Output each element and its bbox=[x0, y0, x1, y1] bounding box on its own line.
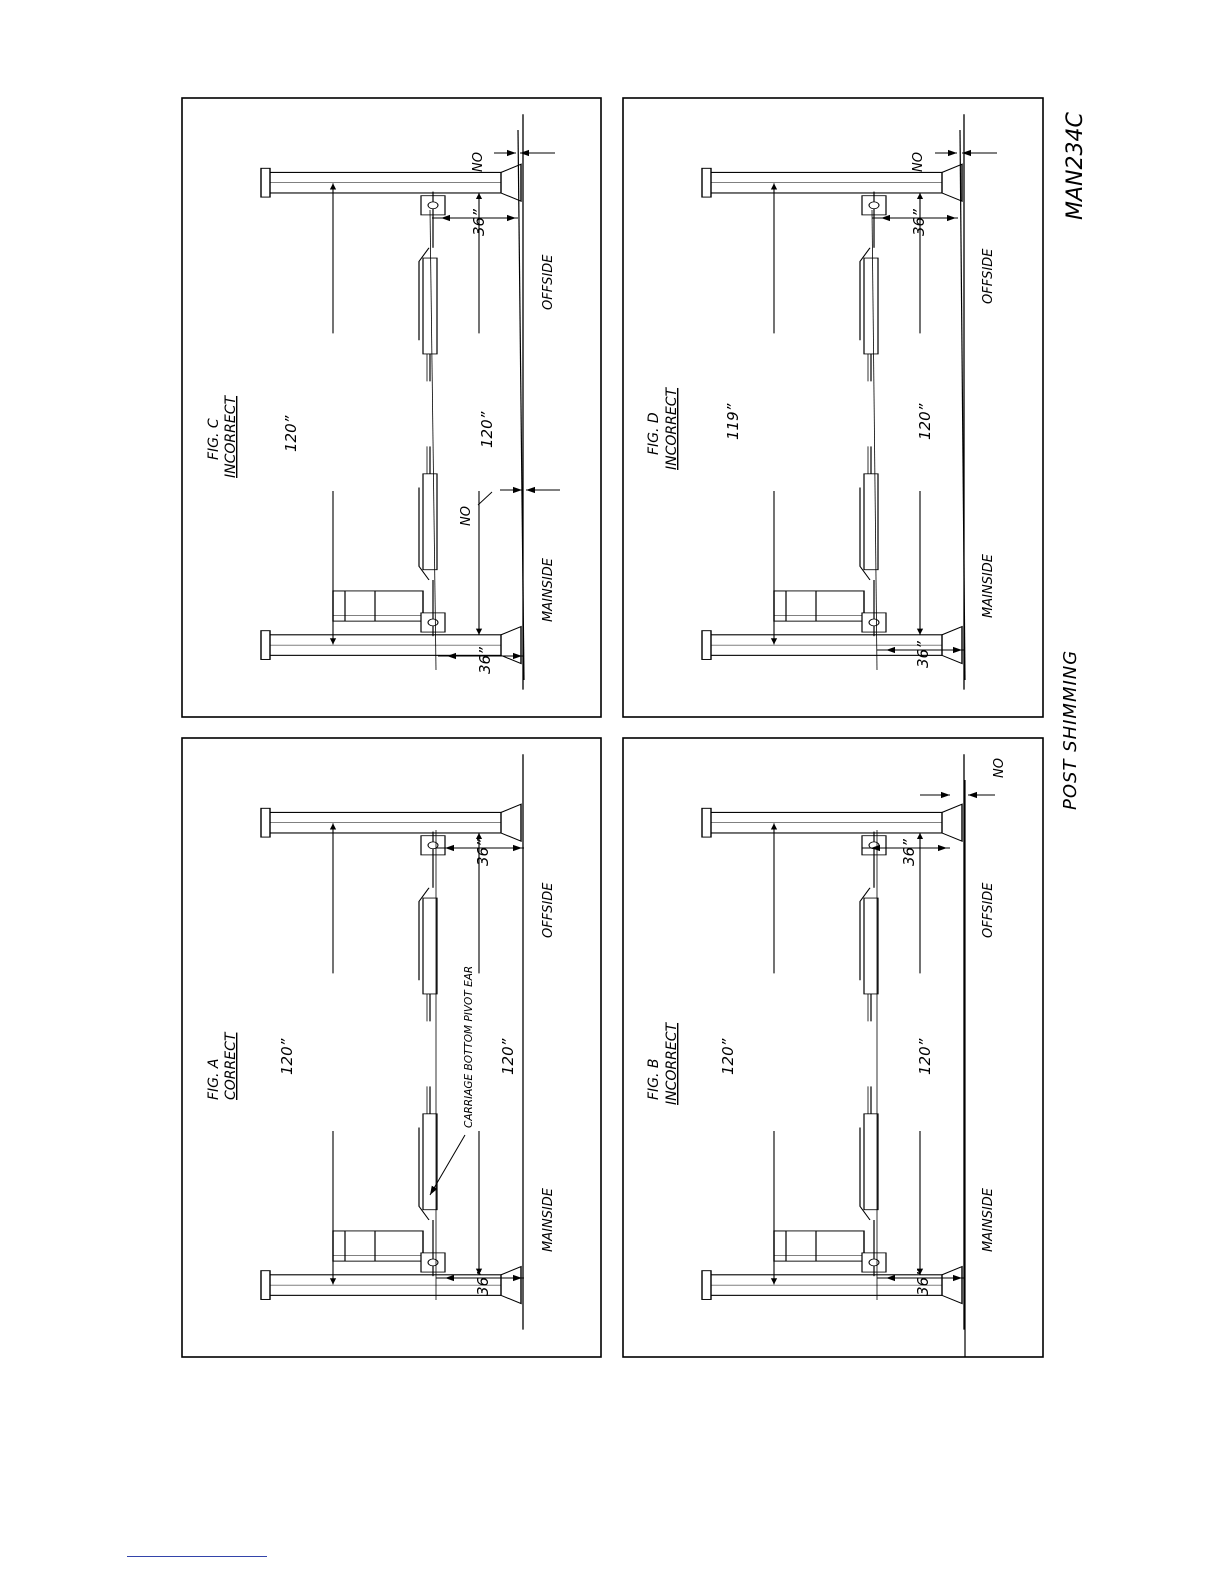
footnote-rule bbox=[127, 1556, 267, 1557]
figure-a-callout: CARRIAGE BOTTOM PIVOT EAR bbox=[463, 965, 475, 1128]
figure-a-bottom-dimension: 120” bbox=[499, 1038, 517, 1075]
document-title: POST SHIMMING bbox=[1060, 649, 1081, 810]
figure-c-left-label: MAINSIDE bbox=[541, 558, 556, 622]
figure-d-no-label: NO bbox=[911, 152, 926, 172]
figure-b-bottom-dimension: 120” bbox=[916, 1038, 934, 1075]
figure-b-status: INCORRECT bbox=[664, 1022, 680, 1105]
figure-b-left-label: MAINSIDE bbox=[981, 1188, 996, 1252]
figure-a-right-label: OFFSIDE bbox=[541, 882, 556, 938]
figure-a-top-dimension: 120” bbox=[278, 1038, 296, 1075]
figure-a-right-height: 36” bbox=[474, 839, 492, 866]
figure-b-right-height: 36” bbox=[900, 839, 918, 866]
figure-c-right-label: OFFSIDE bbox=[541, 254, 556, 310]
figure-d-name: FIG. D bbox=[646, 412, 662, 455]
figure-a-left-label: MAINSIDE bbox=[541, 1188, 556, 1252]
figure-a-status: CORRECT bbox=[223, 1032, 239, 1100]
figure-c-no-label-offside: NO bbox=[471, 152, 486, 172]
figure-d-top-dimension: 119” bbox=[724, 403, 742, 440]
figure-c-no-label-mainside: NO bbox=[459, 506, 474, 526]
figure-c-left-height: 36” bbox=[476, 647, 494, 674]
figure-d-panel bbox=[623, 98, 1043, 717]
figure-b-panel bbox=[623, 738, 1043, 1357]
figure-b-right-label: OFFSIDE bbox=[981, 882, 996, 938]
figure-c-top-dimension: 120” bbox=[282, 415, 300, 452]
figure-d-status: INCORRECT bbox=[664, 387, 680, 470]
figure-a-name: FIG. A bbox=[206, 1058, 222, 1100]
figure-d-left-label: MAINSIDE bbox=[981, 554, 996, 618]
figure-b-name: FIG. B bbox=[646, 1058, 662, 1100]
figure-b-left-height: 36” bbox=[914, 1269, 932, 1296]
figure-c-panel bbox=[182, 98, 601, 717]
figure-b-no-label: NO bbox=[992, 758, 1007, 778]
figure-b-top-dimension: 120” bbox=[719, 1038, 737, 1075]
figure-d-right-label: OFFSIDE bbox=[981, 248, 996, 304]
figure-d-right-height: 36” bbox=[910, 209, 928, 236]
figure-c-name: FIG. C bbox=[206, 418, 222, 460]
figure-c-status: INCORRECT bbox=[223, 395, 239, 478]
figure-c-right-height: 36” bbox=[470, 209, 488, 236]
figure-a-left-height: 36” bbox=[474, 1269, 492, 1296]
figure-a-panel bbox=[182, 738, 601, 1357]
figure-c-bottom-dimension: 120” bbox=[478, 411, 496, 448]
document-code: MAN234C bbox=[1063, 112, 1088, 220]
figure-d-bottom-dimension: 120” bbox=[916, 403, 934, 440]
figure-d-left-height: 36” bbox=[914, 641, 932, 668]
